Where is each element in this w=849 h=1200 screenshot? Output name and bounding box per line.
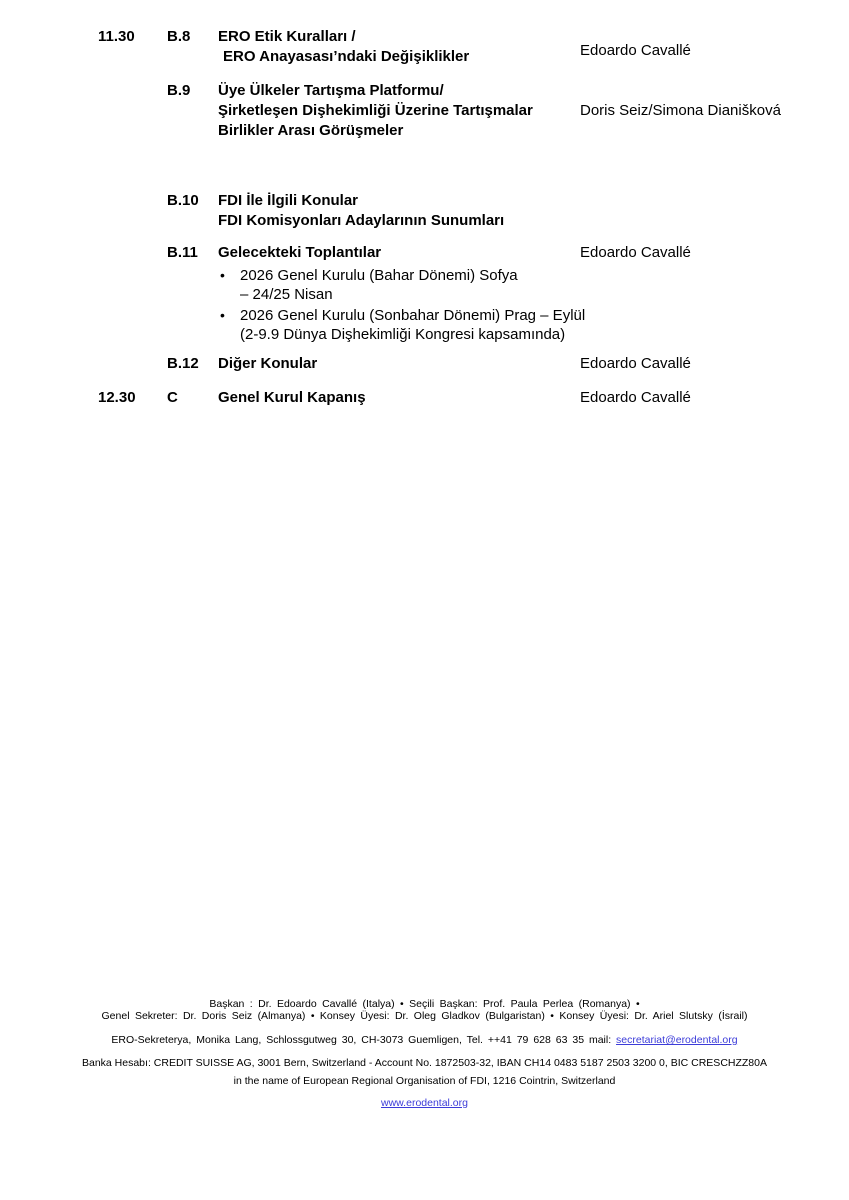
- bullet-item: [218, 266, 580, 304]
- title-cell: [218, 388, 580, 408]
- title-line: Birlikler Arası Görüşmeler: [218, 122, 404, 139]
- title-line: Şirketleşen Dişhekimliği Üzerine Tartışmalar: [218, 102, 533, 119]
- time-cell: 12.30: [98, 389, 136, 406]
- ref-cell: B.10: [167, 192, 199, 209]
- title-line: FDI Komisyonları Adaylarının Sunumları: [218, 212, 505, 229]
- bullet-line: 2026 Genel Kurulu (Bahar Dönemi) Sofya: [240, 267, 518, 284]
- title-line: ERO Etik Kuralları /: [218, 28, 356, 45]
- bullet-icon: •: [220, 307, 225, 323]
- bullet-icon: •: [220, 267, 225, 283]
- speaker-cell: Edoardo Cavallé: [580, 42, 691, 59]
- footer-officers-line-1: Başkan : Dr. Edoardo Cavallé (Italya) • Seçili Başkan: Prof. Paula Perlea (Romanya) •: [209, 998, 640, 1010]
- title-line: Genel Kurul Kapanış: [218, 389, 366, 406]
- bullet-item: [218, 306, 586, 344]
- agenda-row: [98, 81, 813, 141]
- title-line: Gelecekteki Toplantılar: [218, 244, 382, 261]
- bullet-line: – 24/25 Nisan: [240, 286, 333, 303]
- bullet-text: [240, 266, 580, 304]
- footer-bank-line: Banka Hesabı: CREDIT SUISSE AG, 3001 Bern, Switzerland - Account No. 1872503-32, IBAN CH14 0483 5187 2503 3200 0, BIC CRESCHZZ80A: [81, 1057, 767, 1069]
- agenda-row: [98, 191, 813, 231]
- title-line: FDI İle İlgili Konular: [218, 192, 359, 209]
- footer-website-line: [0, 1097, 849, 1109]
- bullet-line: 2026 Genel Kurulu (Sonbahar Dönemi) Prag – Eylül: [240, 307, 586, 324]
- agenda-row: [98, 354, 813, 374]
- bullet-line: (2-9.9 Dünya Dişhekimliği Kongresi kapsamında): [240, 326, 566, 343]
- time-cell: 11.30: [98, 28, 135, 45]
- ref-cell: C: [167, 389, 178, 406]
- title-cell: [218, 81, 580, 141]
- agenda-row: [98, 388, 813, 408]
- speaker-cell: Edoardo Cavallé: [580, 389, 691, 406]
- agenda-row: [98, 243, 813, 344]
- title-cell: [218, 191, 580, 231]
- ref-cell: B.11: [167, 244, 198, 261]
- bullet-text: [240, 306, 585, 344]
- ref-cell: B.9: [167, 82, 191, 99]
- bullet-list: [218, 266, 586, 344]
- title-line: Üye Ülkeler Tartışma Platformu/: [218, 82, 444, 99]
- agenda: [98, 27, 813, 408]
- speaker-cell: Edoardo Cavallé: [580, 244, 691, 261]
- title-cell: [218, 243, 586, 344]
- ref-cell: B.12: [167, 355, 199, 372]
- agenda-row: [98, 27, 813, 67]
- footer-secretariat-text: ERO-Sekreterya, Monika Lang, Schlossgutweg 30, CH-3073 Guemligen, Tel. ++41 79 628 63 35 mail:: [111, 1034, 617, 1046]
- secretariat-email-link[interactable]: secretariat@erodental.org: [616, 1034, 738, 1046]
- speaker-cell: Doris Seiz/Simona Dianišková: [580, 102, 781, 119]
- footer-officers-line-2: Genel Sekreter: Dr. Doris Seiz (Almanya) • Konsey Üyesi: Dr. Oleg Gladkov (Bulgaristan) • Konsey Üyesi: Dr. Ariel Slutsky (İsrail): [101, 1010, 748, 1022]
- website-link[interactable]: www.erodental.org: [381, 1097, 468, 1109]
- title-line: Diğer Konular: [218, 355, 318, 372]
- title-cell: [218, 354, 580, 374]
- ref-cell: B.8: [167, 28, 191, 45]
- title-cell: [218, 27, 580, 67]
- footer-secretariat-line: [0, 1034, 849, 1046]
- speaker-cell: Edoardo Cavallé: [580, 355, 691, 372]
- page-footer: [0, 998, 849, 1109]
- title-line: ERO Anayasası’ndaki Değişiklikler: [223, 48, 470, 65]
- footer-organisation-line: in the name of European Regional Organisation of FDI, 1216 Cointrin, Switzerland: [233, 1075, 616, 1087]
